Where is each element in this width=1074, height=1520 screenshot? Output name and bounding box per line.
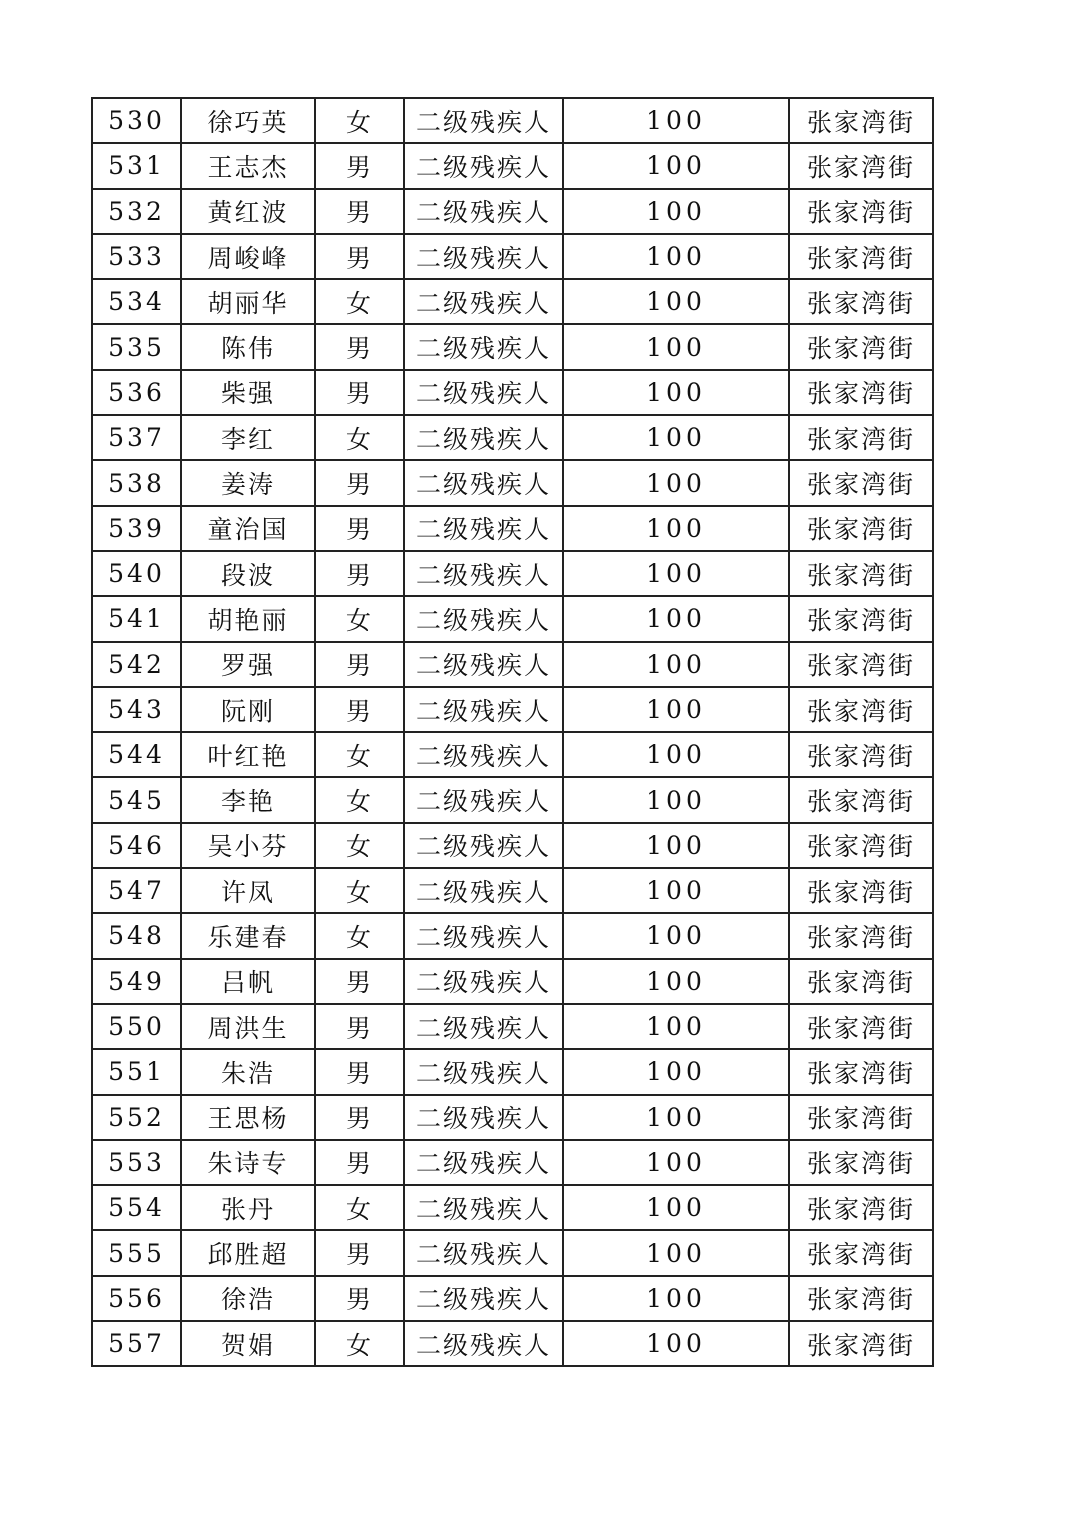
amount-cell: 100 xyxy=(563,324,789,369)
table-row xyxy=(92,823,933,868)
category-cell: 二级残疾人 xyxy=(404,596,563,641)
amount-cell: 100 xyxy=(563,823,789,868)
serial-number-cell: 554 xyxy=(92,1185,181,1230)
street-cell: 张家湾街 xyxy=(789,1095,933,1140)
serial-number-cell: 538 xyxy=(92,460,181,505)
table-row xyxy=(92,1004,933,1049)
category-cell: 二级残疾人 xyxy=(404,506,563,551)
name-cell: 朱诗专 xyxy=(181,1140,315,1185)
serial-number-cell: 557 xyxy=(92,1321,181,1366)
category-cell: 二级残疾人 xyxy=(404,1095,563,1140)
name-cell: 李艳 xyxy=(181,777,315,822)
table-row xyxy=(92,1049,933,1094)
table-row xyxy=(92,596,933,641)
amount-cell: 100 xyxy=(563,143,789,188)
name-cell: 吕帆 xyxy=(181,959,315,1004)
name-cell: 罗强 xyxy=(181,642,315,687)
serial-number-cell: 539 xyxy=(92,506,181,551)
table-row xyxy=(92,777,933,822)
name-cell: 朱浩 xyxy=(181,1049,315,1094)
name-cell: 胡丽华 xyxy=(181,279,315,324)
gender-cell: 男 xyxy=(315,1095,404,1140)
table-row xyxy=(92,189,933,234)
name-cell: 阮刚 xyxy=(181,687,315,732)
serial-number-cell: 551 xyxy=(92,1049,181,1094)
gender-cell: 男 xyxy=(315,687,404,732)
name-cell: 李红 xyxy=(181,415,315,460)
category-cell: 二级残疾人 xyxy=(404,98,563,143)
category-cell: 二级残疾人 xyxy=(404,777,563,822)
gender-cell: 男 xyxy=(315,189,404,234)
table-row xyxy=(92,324,933,369)
amount-cell: 100 xyxy=(563,234,789,279)
serial-number-cell: 535 xyxy=(92,324,181,369)
street-cell: 张家湾街 xyxy=(789,1140,933,1185)
amount-cell: 100 xyxy=(563,98,789,143)
amount-cell: 100 xyxy=(563,1095,789,1140)
gender-cell: 女 xyxy=(315,98,404,143)
gender-cell: 女 xyxy=(315,868,404,913)
serial-number-cell: 536 xyxy=(92,370,181,415)
gender-cell: 女 xyxy=(315,1321,404,1366)
name-cell: 徐浩 xyxy=(181,1276,315,1321)
category-cell: 二级残疾人 xyxy=(404,324,563,369)
serial-number-cell: 545 xyxy=(92,777,181,822)
table-row xyxy=(92,279,933,324)
gender-cell: 男 xyxy=(315,1230,404,1275)
name-cell: 童治国 xyxy=(181,506,315,551)
amount-cell: 100 xyxy=(563,279,789,324)
serial-number-cell: 532 xyxy=(92,189,181,234)
serial-number-cell: 531 xyxy=(92,143,181,188)
gender-cell: 男 xyxy=(315,551,404,596)
gender-cell: 男 xyxy=(315,324,404,369)
category-cell: 二级残疾人 xyxy=(404,868,563,913)
name-cell: 吴小芬 xyxy=(181,823,315,868)
amount-cell: 100 xyxy=(563,868,789,913)
amount-cell: 100 xyxy=(563,777,789,822)
street-cell: 张家湾街 xyxy=(789,279,933,324)
street-cell: 张家湾街 xyxy=(789,506,933,551)
table-row xyxy=(92,913,933,958)
table-row xyxy=(92,642,933,687)
street-cell: 张家湾街 xyxy=(789,913,933,958)
name-cell: 徐巧英 xyxy=(181,98,315,143)
serial-number-cell: 556 xyxy=(92,1276,181,1321)
street-cell: 张家湾街 xyxy=(789,642,933,687)
name-cell: 叶红艳 xyxy=(181,732,315,777)
gender-cell: 男 xyxy=(315,959,404,1004)
category-cell: 二级残疾人 xyxy=(404,189,563,234)
gender-cell: 男 xyxy=(315,460,404,505)
serial-number-cell: 543 xyxy=(92,687,181,732)
gender-cell: 男 xyxy=(315,1049,404,1094)
street-cell: 张家湾街 xyxy=(789,732,933,777)
serial-number-cell: 540 xyxy=(92,551,181,596)
street-cell: 张家湾街 xyxy=(789,1049,933,1094)
name-cell: 王志杰 xyxy=(181,143,315,188)
name-cell: 姜涛 xyxy=(181,460,315,505)
category-cell: 二级残疾人 xyxy=(404,1004,563,1049)
street-cell: 张家湾街 xyxy=(789,777,933,822)
name-cell: 周洪生 xyxy=(181,1004,315,1049)
serial-number-cell: 533 xyxy=(92,234,181,279)
amount-cell: 100 xyxy=(563,1004,789,1049)
amount-cell: 100 xyxy=(563,596,789,641)
serial-number-cell: 530 xyxy=(92,98,181,143)
table-row xyxy=(92,415,933,460)
name-cell: 周峻峰 xyxy=(181,234,315,279)
gender-cell: 男 xyxy=(315,1140,404,1185)
category-cell: 二级残疾人 xyxy=(404,642,563,687)
serial-number-cell: 544 xyxy=(92,732,181,777)
table-row xyxy=(92,1185,933,1230)
gender-cell: 男 xyxy=(315,234,404,279)
category-cell: 二级残疾人 xyxy=(404,823,563,868)
gender-cell: 女 xyxy=(315,1185,404,1230)
roster-body xyxy=(92,98,933,1366)
gender-cell: 女 xyxy=(315,279,404,324)
name-cell: 柴强 xyxy=(181,370,315,415)
name-cell: 王思杨 xyxy=(181,1095,315,1140)
amount-cell: 100 xyxy=(563,959,789,1004)
table-row xyxy=(92,234,933,279)
serial-number-cell: 534 xyxy=(92,279,181,324)
amount-cell: 100 xyxy=(563,415,789,460)
gender-cell: 男 xyxy=(315,642,404,687)
name-cell: 邱胜超 xyxy=(181,1230,315,1275)
table-row xyxy=(92,551,933,596)
serial-number-cell: 555 xyxy=(92,1230,181,1275)
category-cell: 二级残疾人 xyxy=(404,1185,563,1230)
gender-cell: 男 xyxy=(315,1004,404,1049)
gender-cell: 男 xyxy=(315,1276,404,1321)
gender-cell: 女 xyxy=(315,913,404,958)
street-cell: 张家湾街 xyxy=(789,551,933,596)
serial-number-cell: 549 xyxy=(92,959,181,1004)
category-cell: 二级残疾人 xyxy=(404,913,563,958)
category-cell: 二级残疾人 xyxy=(404,1230,563,1275)
street-cell: 张家湾街 xyxy=(789,1230,933,1275)
street-cell: 张家湾街 xyxy=(789,1185,933,1230)
amount-cell: 100 xyxy=(563,370,789,415)
amount-cell: 100 xyxy=(563,1049,789,1094)
street-cell: 张家湾街 xyxy=(789,370,933,415)
category-cell: 二级残疾人 xyxy=(404,1321,563,1366)
gender-cell: 女 xyxy=(315,823,404,868)
table-row xyxy=(92,732,933,777)
gender-cell: 女 xyxy=(315,732,404,777)
street-cell: 张家湾街 xyxy=(789,1276,933,1321)
amount-cell: 100 xyxy=(563,642,789,687)
amount-cell: 100 xyxy=(563,1140,789,1185)
street-cell: 张家湾街 xyxy=(789,868,933,913)
category-cell: 二级残疾人 xyxy=(404,143,563,188)
amount-cell: 100 xyxy=(563,551,789,596)
roster-table xyxy=(91,97,934,1367)
amount-cell: 100 xyxy=(563,732,789,777)
gender-cell: 男 xyxy=(315,143,404,188)
serial-number-cell: 548 xyxy=(92,913,181,958)
name-cell: 贺娟 xyxy=(181,1321,315,1366)
gender-cell: 女 xyxy=(315,415,404,460)
serial-number-cell: 552 xyxy=(92,1095,181,1140)
category-cell: 二级残疾人 xyxy=(404,234,563,279)
serial-number-cell: 537 xyxy=(92,415,181,460)
amount-cell: 100 xyxy=(563,460,789,505)
category-cell: 二级残疾人 xyxy=(404,687,563,732)
street-cell: 张家湾街 xyxy=(789,596,933,641)
name-cell: 黄红波 xyxy=(181,189,315,234)
street-cell: 张家湾街 xyxy=(789,234,933,279)
table-row xyxy=(92,1230,933,1275)
category-cell: 二级残疾人 xyxy=(404,460,563,505)
name-cell: 张丹 xyxy=(181,1185,315,1230)
gender-cell: 男 xyxy=(315,370,404,415)
name-cell: 许凤 xyxy=(181,868,315,913)
amount-cell: 100 xyxy=(563,1230,789,1275)
name-cell: 陈伟 xyxy=(181,324,315,369)
table-row xyxy=(92,98,933,143)
table-row xyxy=(92,1276,933,1321)
amount-cell: 100 xyxy=(563,506,789,551)
category-cell: 二级残疾人 xyxy=(404,279,563,324)
street-cell: 张家湾街 xyxy=(789,1321,933,1366)
table-row xyxy=(92,506,933,551)
name-cell: 段波 xyxy=(181,551,315,596)
amount-cell: 100 xyxy=(563,189,789,234)
serial-number-cell: 541 xyxy=(92,596,181,641)
street-cell: 张家湾街 xyxy=(789,1004,933,1049)
category-cell: 二级残疾人 xyxy=(404,1276,563,1321)
category-cell: 二级残疾人 xyxy=(404,415,563,460)
street-cell: 张家湾街 xyxy=(789,415,933,460)
street-cell: 张家湾街 xyxy=(789,324,933,369)
amount-cell: 100 xyxy=(563,1276,789,1321)
gender-cell: 女 xyxy=(315,596,404,641)
category-cell: 二级残疾人 xyxy=(404,370,563,415)
street-cell: 张家湾街 xyxy=(789,98,933,143)
table-row xyxy=(92,460,933,505)
street-cell: 张家湾街 xyxy=(789,143,933,188)
category-cell: 二级残疾人 xyxy=(404,551,563,596)
table-row xyxy=(92,959,933,1004)
table-row xyxy=(92,1095,933,1140)
table-row xyxy=(92,370,933,415)
street-cell: 张家湾街 xyxy=(789,959,933,1004)
name-cell: 胡艳丽 xyxy=(181,596,315,641)
amount-cell: 100 xyxy=(563,1321,789,1366)
serial-number-cell: 542 xyxy=(92,642,181,687)
street-cell: 张家湾街 xyxy=(789,687,933,732)
street-cell: 张家湾街 xyxy=(789,460,933,505)
amount-cell: 100 xyxy=(563,687,789,732)
gender-cell: 男 xyxy=(315,506,404,551)
category-cell: 二级残疾人 xyxy=(404,959,563,1004)
table-row xyxy=(92,687,933,732)
table-row xyxy=(92,143,933,188)
category-cell: 二级残疾人 xyxy=(404,732,563,777)
amount-cell: 100 xyxy=(563,1185,789,1230)
street-cell: 张家湾街 xyxy=(789,823,933,868)
category-cell: 二级残疾人 xyxy=(404,1049,563,1094)
table-row xyxy=(92,1140,933,1185)
gender-cell: 女 xyxy=(315,777,404,822)
serial-number-cell: 547 xyxy=(92,868,181,913)
serial-number-cell: 546 xyxy=(92,823,181,868)
table-row xyxy=(92,1321,933,1366)
street-cell: 张家湾街 xyxy=(789,189,933,234)
amount-cell: 100 xyxy=(563,913,789,958)
name-cell: 乐建春 xyxy=(181,913,315,958)
table-row xyxy=(92,868,933,913)
category-cell: 二级残疾人 xyxy=(404,1140,563,1185)
serial-number-cell: 553 xyxy=(92,1140,181,1185)
serial-number-cell: 550 xyxy=(92,1004,181,1049)
